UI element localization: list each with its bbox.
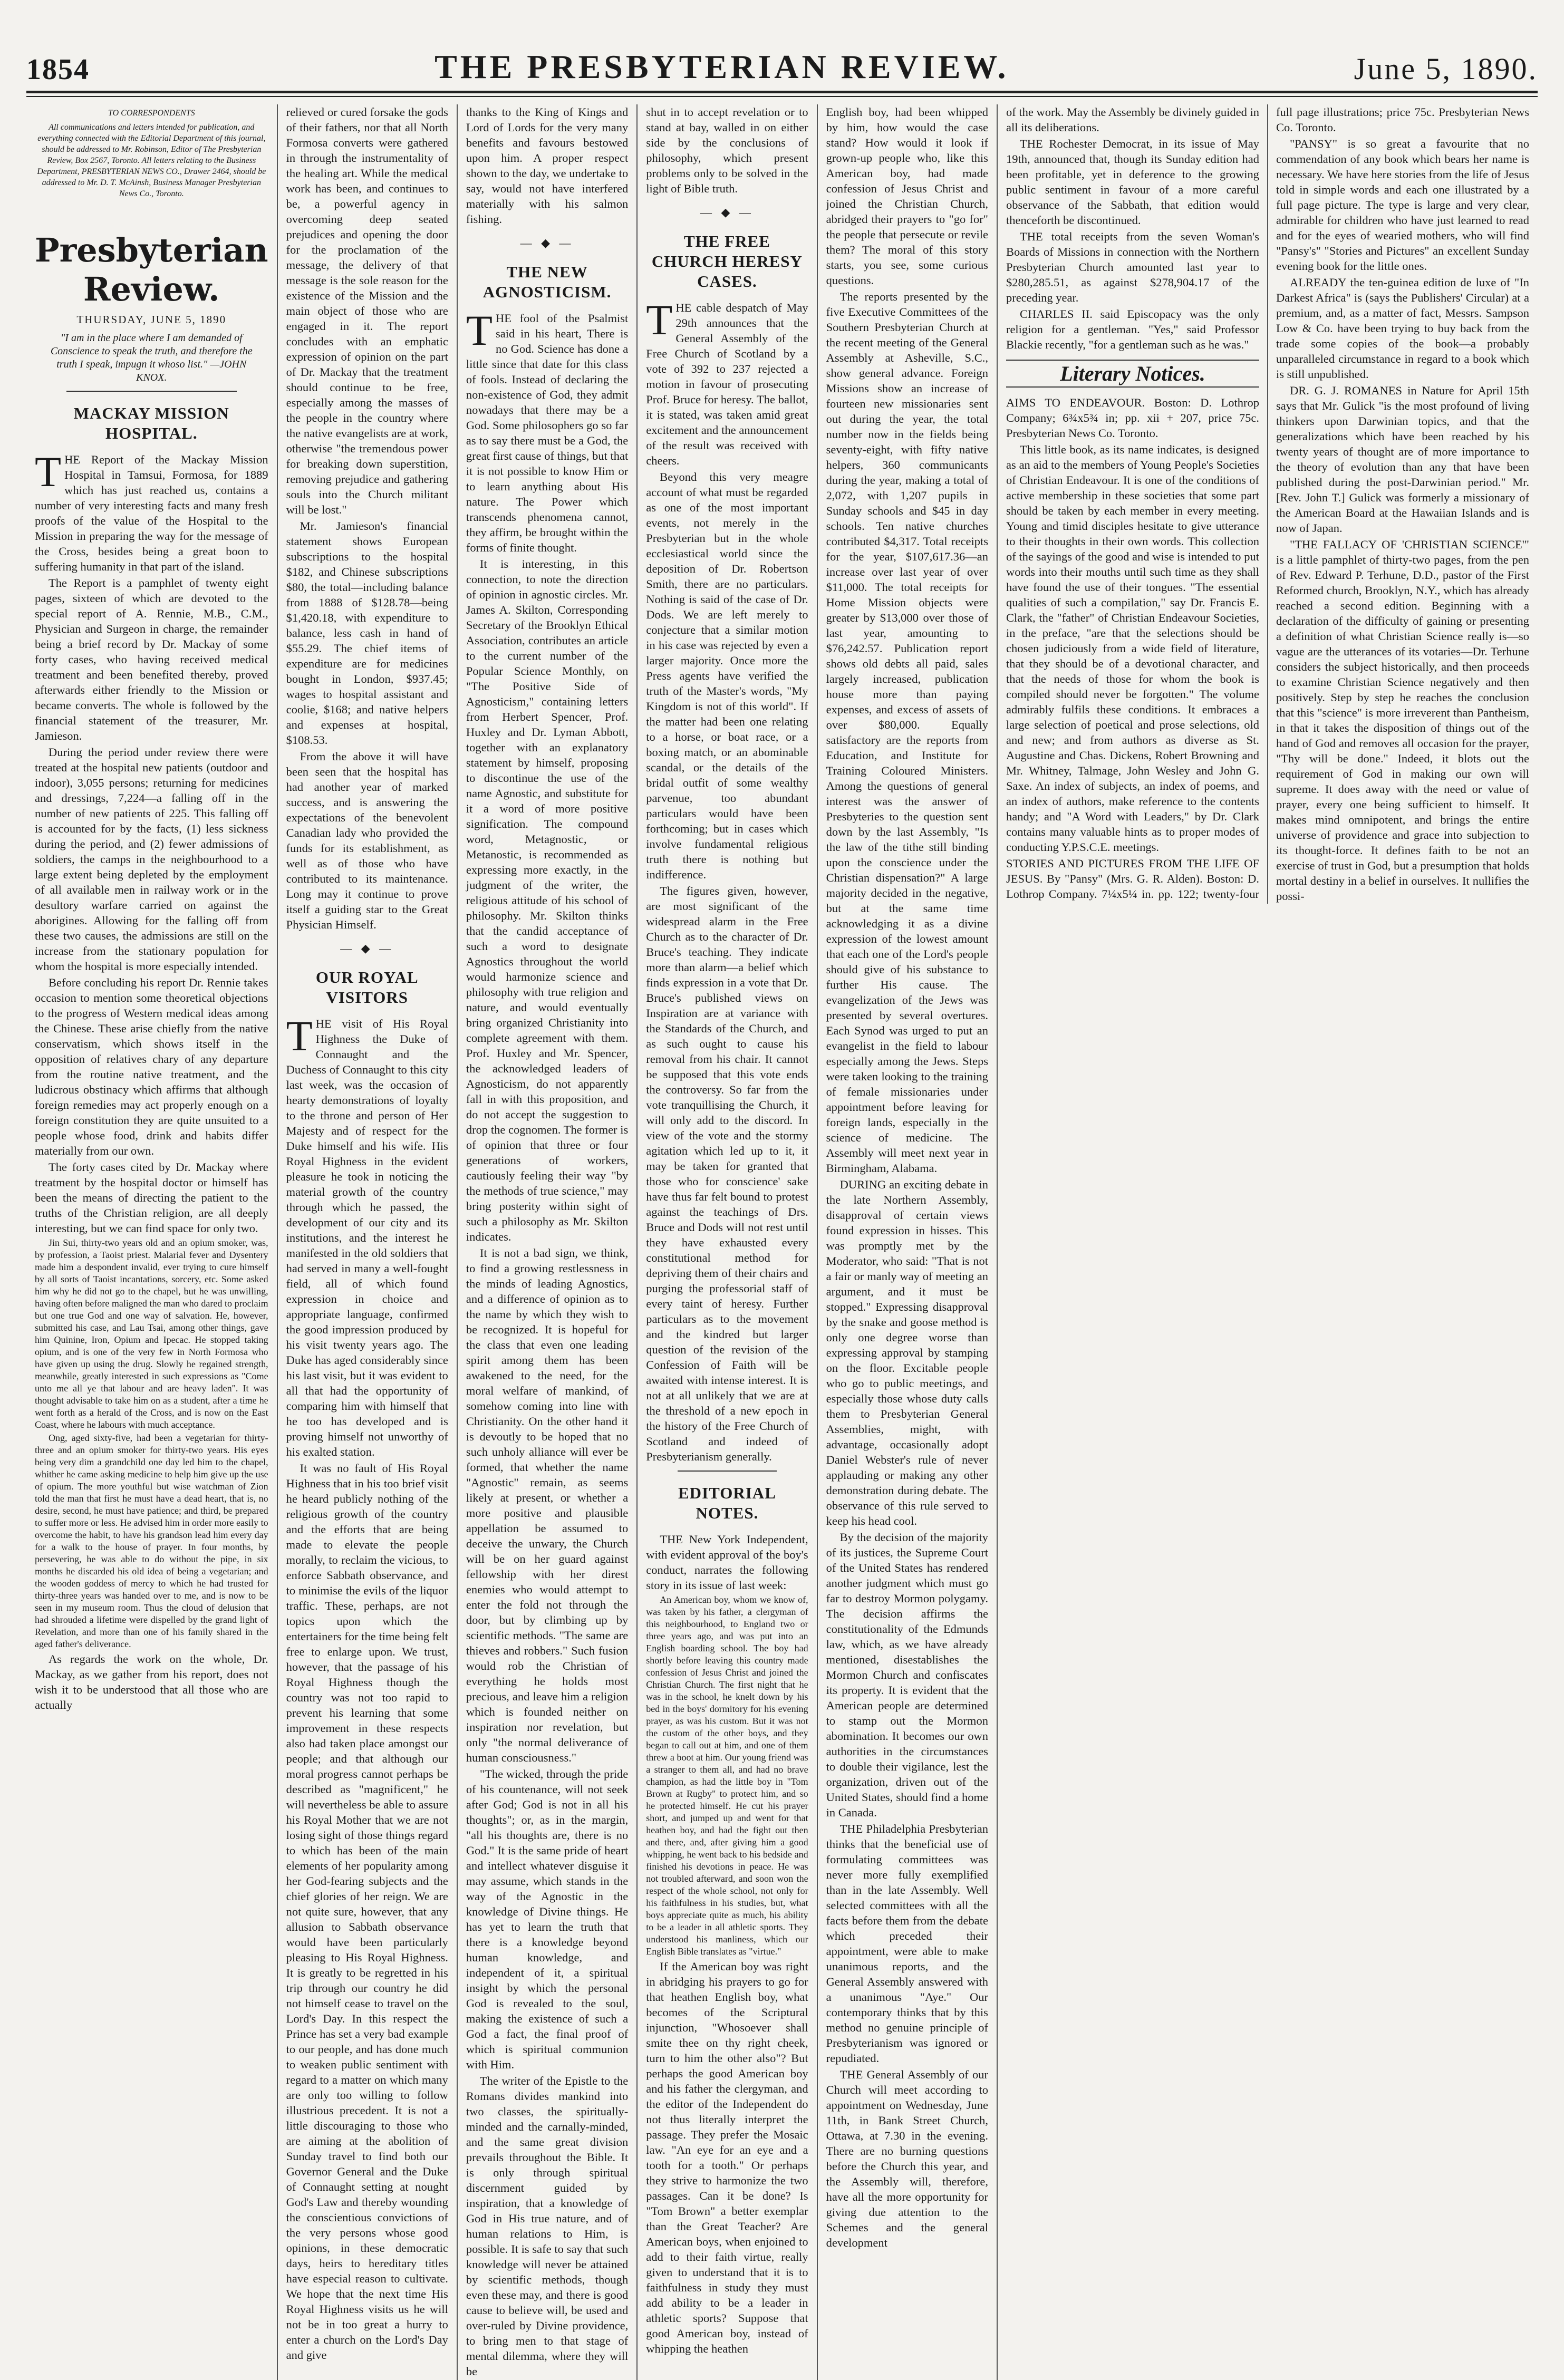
- article-paragraph: The reports presented by the five Executive Committees of the Southern Presbyterian Church at the recent meeting of the General Assembly at Asheville, S.C., show general advance. Foreign Missions show an increase of fourteen new missionaries sent out during the year, the total number now in the fields being seventy-eight, with fifty native helpers, 360 communicants during the year, making a total of 2,072, with 1,207 pupils in Sunday schools and $45 in day schools. Ten native churches contributed $4,317. Total receipts for the year, $107,617.36—an increase over last year of over $11,000. The total receipts for Home Mission objects were greater by $13,000 over those of last year, amounting to $76,242.57. Publication report shows old debts all paid, sales largely increased, publication house more than paying expenses, and excess of assets of over $80,000. Equally satisfactory are the reports from Education, and Institute for Training Coloured Ministers. Among the questions of general interest was the answer of Presbyteries to the question sent down by the last Assembly, "Is the law of the tithe still binding upon the conscience under the Christian dispensation?" A large majority decided in the negative, but at the same time acknowledging it as a divine expression of the lowest amount that each one of the Lord's people should give of his substance to further His cause. The evangelization of the Jews was presented by several overtures. Each Synod was urged to put an evangelist in the field to labour especially among the Jews. Steps were taken looking to the training of female missionaries under appointment before leaving for foreign lands, especially in the science of medicine. The Assembly will meet next year in Birmingham, Alabama.: [826, 290, 988, 1175]
- issue-date: June 5, 1890.: [1354, 52, 1538, 86]
- column-4: [638, 104, 817, 2380]
- article-paragraph: Beyond this very meagre account of what must be regarded as one of the most important events, not merely in the Presbyterian but in the whole ecclesiastical world since the deposition of Dr. Robertson Smith, there are no particulars. Nothing is said of the case of Dr. Dods. We are left merely to conjecture that a similar motion in his case was rejected by even a larger majority. Once more the Press agents have verified the truth of the Master's words, "My Kingdom is not of this world". If the matter had been one relating to a horse, or boat race, or a boxing match, or an abominable scandal, or the details of the bridal outfit of some wealthy parvenue, too abundant particulars would have been forthcoming; but in cases which involve fundamental religious truth there is nothing but indifference.: [646, 470, 808, 881]
- article-paragraph: of the work. May the Assembly be divinely guided in all its deliberations.: [1006, 105, 1259, 134]
- article-heading-agnosticism: THE NEW AGNOSTICISM.: [482, 263, 612, 301]
- article-paragraph: If the American boy was right in abridging his prayers to go for that heathen English boy, what becomes of the Scriptural injunction, "Whosoever shall smite thee on thy right cheek, turn to him the other also"? But perhaps the good American boy and his father the clergyman, and the editor of the Independent do not thus literally interpret the passage. They prefer the Mosaic law. "An eye for an eye and a tooth for a tooth." Or perhaps they strive to harmonize the two passages. Can it be done? Is "Tom Brown" a better exemplar than the Great Teacher? Are American boys, when enjoined to add to their faith virtue, really given to understand that it is to faithfulness in study they must add ability to be a leader in athletic sports? Suppose that good American boy, instead of whipping the heathen: [646, 1960, 808, 2355]
- case-paragraph: Jin Sui, thirty-two years old and an opium smoker, was, by profession, a Taoist priest. Malarial fever and Dysentery made him a despondent invalid, ever trying to cure himself by all sorts of Taoist incantations, sorcery, etc. Some asked him why he did not go to the chapel, but he was unwilling, having often before maligned the man who dared to proclaim but one true God and one way of salvation. He, however, submitted his case, and Lau Tsai, among other things, gave him Quinine, Iron, Opium and Ipecac. He stopped taking opium, and is one of the very few in North Formosa who have given up using the drug. Slowly he regained strength, meanwhile, greatly interested in such expressions as "Come unto me all ye that labour and are heavy laden". It was thought advisable to take him on as a student, after a time he went forth as a herald of the Cross, and is now on the East Coast, where he labours with much acceptance.: [35, 1237, 268, 1430]
- column-1: [26, 104, 278, 2380]
- article-paragraph: relieved or cured forsake the gods of their fathers, nor that all North Formosa converts were gathered in through the instrumentality of the healing art. While the medical work has been, and continues to be, a powerful agency in overcoming deep seated prejudices and opening the door for the proclamation of the message, the delivery of that message is the sole reason for the existence of the Mission and the main object of those who are engaged in it. The report concludes with an emphatic expression of opinion on the part of Dr. Mackay that the treatment should continue to be free, especially among the masses of the people in the country where the native evangelists are at work, otherwise "the tremendous power for breaking down superstition, removing prejudice and gathering souls into the Church militant will be lost.": [286, 105, 448, 516]
- article-heading-royal-visitors: OUR ROYAL VISITORS: [315, 968, 419, 1007]
- case-paragraph: Ong, aged sixty-five, had been a vegetarian for thirty-three and an opium smoker for thirty-two years. His eyes being very dim a grandchild one day led him to the chapel, whither he came asking medicine to help him give up the use of opium. The more youthful but wise watchman of Zion told the man that first he must have a dead heart, that is, no desire, second, he must have patience; and third, be prepared to suffer more or less. He advised him in order more easily to overcome the habit, to have his grandson lead him every day for a walk to the house of prayer. In four months, by persevering, he was able to do without the pipe, in six months he discarded his old idea of being a vegetarian; and the wooden goddess of mercy to which he had trusted for thirty-three years was handed over to me, and is now to be seen in my museum room. Thus the cloud of delusion that had shrouded a lifetime were dispelled by the grand light of Revelation, and more than one of his family shared in the aged father's deliverance.: [35, 1433, 268, 1649]
- correspondents-notice-heading: TO CORRESPONDENTS: [108, 109, 195, 118]
- divider: — ◆ —: [700, 206, 754, 219]
- article-paragraph: Mr. Jamieson's financial statement shows European subscriptions to the hospital $182, and Chinese subscriptions $80, the total—including balance from 1888 of $128.78—being $1,420.18, with expenditure to balance, less cash in hand of $55.29. The chief items of expenditure are for medicines bought in London, $937.45; wages to hospital assistant and coolie, $168; and native helpers and expenses at hospital, $108.53.: [286, 519, 448, 747]
- article-paragraph: It was no fault of His Royal Highness that in his too brief visit he heard publicly nothing of the religious growth of the country and the efforts that are being made to elevate the people morally, to reclaim the vicious, to enforce Sabbath observance, and to minimise the evils of the liquor traffic. These, perhaps, are not topics upon which the entertainers for the time being felt free to enlarge upon. We trust, however, that the passage of his Royal Highness though the country was not too rapid to prevent his learning that some improvement in these respects also had taken place amongst our people; and that although our moral progress cannot perhaps be described as "magnificent," he will nevertheless be able to assure his Royal Mother that we are not losing sight of those things regard to which has been of the main elements of her popularity among her God-fearing subjects and the chief glories of her reign. We are not quite sure, however, that any allusion to Sabbath observance would have been particularly pleasing to His Royal Highness. It is greatly to be regretted in his trip through our country he did not himself cease to travel on the Lord's Day. In this respect the Prince has set a very bad example to our people, and has done much to weaken public sentiment with regard to a matter on which many are only too willing to follow illustrious precedent. It is not a little discouraging to those who are aiming at the abolition of Sunday travel to find both our Governor General and the Duke of Connaught setting at nought God's Law and thereby wounding the conscientious convictions of the very persons whose good opinions, in these democratic days, heirs to hereditary titles have especial reason to cultivate. We hope that the next time His Royal Highness visits us he will not be in too great a hurry to enter a church on the Lord's Day and give: [286, 1462, 448, 2362]
- divider: — ◆ —: [520, 236, 574, 249]
- article-paragraph: ALREADY the ten-guinea edition de luxe of "In Darkest Africa" is (says the Publishers' Circular) at a premium, and, as a matter of fact, Messrs. Sampson Low & Co. have been trying to buy back from the trade some copies of the book—a probably unparalleled circumstance in regard to a book which is still unpublished.: [1276, 276, 1529, 381]
- article-paragraph: From the above it will have been seen that the hospital has had another year of marked success, and is answering the expectations of the benevolent Canadian lady who provided the funds for its establishment, as well as of those who have contributed to its maintenance. Long may it continue to prove itself a guiding star to the Great Physician Himself.: [286, 750, 448, 931]
- column-6-flow: [1006, 104, 1529, 904]
- article-paragraph: thanks to the King of Kings and Lord of Lords for the very many benefits and favours bestowed upon him. A proper respect shown to the day, we undertake to say, would not have interfered materially with his salmon fishing.: [466, 105, 629, 226]
- journal-title: THE PRESBYTERIAN REVIEW.: [435, 48, 1009, 85]
- article-heading-free-church: THE FREE CHURCH HERESY CASES.: [651, 232, 803, 291]
- literary-notices-heading: Literary Notices.: [1006, 360, 1259, 388]
- article-paragraph: The Report is a pamphlet of twenty eight pages, sixteen of which are devoted to the special report of A. Rennie, M.B., C.M., Physician and Surgeon in charge, the remainder being a brief record by Dr. Mackay of some forty cases, who having received medical treatment and been benefited thereby, proved afterwards either friendly to the Mission or became converts. The whole is followed by the financial statement of the treasurer, Mr. Jamieson.: [35, 576, 268, 742]
- article-paragraph: The writer of the Epistle to the Romans divides mankind into two classes, the spiritually-minded and the carnally-minded, and the same great division prevails throughout the Bible. It is only through spiritual discernment guided by inspiration, that a knowledge of God in His true nature, and of human relations to Him, is possible. It is safe to say that such knowledge will never be attained by scientific methods, though even these may, and there is good cause to believe will, be used and over-ruled by Divine providence, to bring men to that stage of mental dilemma, where they will be: [466, 2074, 629, 2378]
- article-paragraph: THE New York Independent, with evident approval of the boy's conduct, narrates the following story in its issue of last week:: [646, 1533, 808, 1592]
- column-3: [458, 104, 638, 2380]
- article-paragraph: "PANSY" is so great a favourite that no commendation of any book which bears her name is necessary. We have here stories from the life of Jesus told in simple words and each one illustrated by a full page picture. The type is large and very clear, admirable for children who have just learned to read and for the eyes of wearied mothers, who will find "Pansy's" "Stories and Pictures" an excellent Sunday evening book for the little ones.: [1276, 137, 1529, 273]
- editorial-dateline: THURSDAY, JUNE 5, 1890: [76, 313, 227, 326]
- column-2: [278, 104, 458, 2380]
- article-paragraph: DR. G. J. ROMANES in Nature for April 15th says that Mr. Gulick "is the most profound of living thinkers upon Darwinian topics, and that the generalizations which have been reached by his twenty years of thought are of more importance to the theory of evolution than any that have been published during the post-Darwinian period." Mr. [Rev. John T.] Gulick was formerly a missionary of the American Board at the Hawaiian Islands and is now of Japan.: [1276, 384, 1529, 535]
- article-paragraph: This little book, as its name indicates, is designed as an aid to the members of Young People's Societies of Christian Endeavour. It is one of the conditions of active membership in these societies that some part should be taken by each member in every meeting. Young and timid disciples hesitate to give utterance to their thoughts in their own words. This collection of the sayings of the good and wise is intended to put words into their mouths until such time as they shall have found the use of their tongues. "The essential qualities of such a compilation," say Dr. Francis E. Clark, the "father" of Christian Endeavour Societies, in the preface, "are that the selections should be chosen judiciously from a wide field of literature, that they should be of a devotional character, and that the needs of those for whom the book is compiled should never be forgotten." The volume admirably fulfils these conditions. It embraces a large selection of poetical and prose selections, old and new; and from authors as diverse as St. Augustine and Chas. Dickens, Robert Browning and Mr. Whitney, Talmage, John Wesley and John G. Saxe. An index of subjects, an index of poems, and an index of authors, make reference to the contents handy; and "A Word with Leaders," by Dr. Clark contains many valuable hints as to proper modes of conducting Y.P.S.C.E. meetings.: [1006, 443, 1259, 854]
- article-paragraph: THE Philadelphia Presbyterian thinks that the beneficial use of formulating committees was never more fully exemplified than in the late Assembly. Well selected committees with all the facts before them from the debate which preceded their appointment, were able to make unanimous reports, and the General Assembly answered with a unanimous "Aye." Our contemporary thinks that by this method no genuine principle of Presbyterianism was ignored or repudiated.: [826, 1822, 988, 2065]
- correspondents-notice: All communications and letters intended for publication, and everything connected with the Editorial Department of this journal, should be addressed to Mr. Robinson, Editor of The Presbyterian Review, Box 2567, Toronto. All letters relating to the Business Department, PRESBYTERIAN NEWS CO., Drawer 2464, should be addressed to Mr. D. T. McAinsh, Business Manager Presbyterian News Co., Toronto.: [37, 123, 266, 198]
- article-paragraph: It is interesting, in this connection, to note the direction of opinion in agnostic circles. Mr. James A. Skilton, Corresponding Secretary of the Brooklyn Ethical Association, contributes an article to the current number of the Popular Science Monthly, on "The Positive Side of Agnosticism," containing letters from Herbert Spencer, Prof. Huxley and Dr. Lyman Abbott, together with an explanatory statement by himself, proposing to discontinue the use of the name Agnostic, and substitute for it a word of more positive signification. The compound word, Metagnostic, or Metanostic, is recommended as expressing more exactly, in the judgment of the writer, the religious attitude of his school of philosophy. Mr. Skilton thinks that the candid acceptance of such a word to designate Agnostics throughout the world would harmonize science and philosophy with true religion and nature, and would eventually bring organized Christianity into complete agreement with them. Prof. Huxley and Mr. Spencer, the acknowledged leaders of Agnosticism, do not apparently fall in with this proposition, and do not accept the suggestion to drop the cognomen. The former is of opinion that three or four generations of workers, cautiously feeling their way "by the methods of true science," may bring posterity within sight of such a philosophy as Mr. Skilton indicates.: [466, 557, 629, 1243]
- quoted-story: An American boy, whom we know of, was taken by his father, a clergyman of this neighbourhood, to England two or three years ago, and was put into an English boarding school. The boy had shortly before leaving this country made confession of Jesus Christ and joined the Christian Church. The first night that he was in the school, he knelt down by his bed in the boys' dormitory for his evening prayer, as was his custom. But it was not the custom of the other boys, and they began to call out at him, and one of them threw a boot at him. Our young friend was a stranger to them all, and had no brave champion, as had the little boy in "Tom Brown at Rugby" to protect him, and so he protected himself. He cut his prayer short, and jumped up and went for that heathen boy, and had the fight out then and there, and, after giving him a good whipping, he went back to his bedside and finished his devotions in peace. He was not troubled afterward, and soon won the respect of the whole school, not only for his faithfulness in his studies, but, what boys appreciate quite as much, his ability to be a leader in all athletic sports. They understood his manliness, which our English Bible translates as "virtue.": [646, 1594, 808, 1957]
- column-6: [998, 104, 1538, 2380]
- book-notice: AIMS TO ENDEAVOUR. Boston: D. Lothrop Company; 6¾x5¾ in; pp. xii + 207, price 75c. Presbyterian News Co. Toronto.: [1006, 396, 1259, 440]
- divider: — ◆ —: [340, 942, 394, 955]
- article-paragraph: Before concluding his report Dr. Rennie takes occasion to mention some theoretical objections to the progress of Western medical ideas among the Chinese. These arise chiefly from the native conservatism, which shows itself in the opposition of relatives chary of any departure from the routine native treatment, and the ludicrous obstinacy which affirms that although foreign remedies may act properly enough on a foreign constitution they are quite unsuited to a people whose food, drink and habits differ materially from our own.: [35, 976, 268, 1157]
- divider: [678, 1470, 776, 1472]
- article-paragraph: DURING an exciting debate in the late Northern Assembly, disapproval of certain views found expression in hisses. This was promptly met by the Moderator, who said: "That is not a fair or manly way of meeting an argument, and it must be stopped." Expressing disapproval by the snake and goose method is only one degree worse than expressing approval by stamping on the floor. Excitable people who go to public meetings, and especially those whose duty calls them to Presbyterian General Assemblies, might, with advantage, occasionally adopt Daniel Webster's rule of never applauding or making any other demonstration during debate. The observance of this rule served to keep his head cool.: [826, 1178, 988, 1527]
- article-columns: [26, 104, 1538, 2378]
- column-5: [818, 104, 998, 2380]
- article-paragraph: The forty cases cited by Dr. Mackay where treatment by the hospital doctor or himself has been the means of directing the patient to the truths of the Christian religion, are all deeply interesting, but we can find space for only two.: [35, 1160, 268, 1235]
- article-paragraph: English boy, had been whipped by him, how would the case stand? How would it look if grown-up people who, like this American boy, had made confession of Jesus Christ and joined the Christian Church, abridged their prayers to "go for" the people that persecute or revile them? The moral of this story starts, you see, some curious questions.: [826, 105, 988, 287]
- article-heading-editorial-notes: EDITORIAL NOTES.: [678, 1484, 776, 1522]
- nameplate: Presbyterian Review.: [35, 231, 268, 308]
- article-paragraph: "The wicked, through the pride of his countenance, will not seek after God; God is not in all his thoughts"; or, as in the margin, "all his thoughts are, there is no God." It is the same pride of heart and intellect whatever disguise it may assume, which stands in the way of the Agnostic in the knowledge of Divine things. He has yet to learn the truth that there is a knowledge beyond human knowledge, and independent of it, a spiritual insight by which the personal God is revealed to the soul, making the existence of such a God a fact, the final proof of which is spiritual communion with Him.: [466, 1767, 629, 2071]
- article-paragraph: It is not a bad sign, we think, to find a growing restlessness in the minds of leading Agnostics, and a difference of opinion as to the name by which they wish to be recognized. It is hopeful for the class that even one leading spirit among them has been awakened to the need, for the moral welfare of mankind, of somehow coming into line with Christianity. On the other hand it is devoutly to be hoped that no such unholy alliance will ever be formed, that whether the name "Agnostic" remain, as seems likely at present, or whether a more positive and plausible appellation be assumed to deceive the unwary, the Church will be on her guard against fellowship with her direst enemies who would attempt to enter the fold not through the door, but by climbing up by scientific methods. "The same are thieves and robbers." Such fusion would rob the Christian of everything he holds most precious, and leave him a religion which is founded neither on inspiration nor revelation, but only "the normal deliverance of human consciousness.": [466, 1246, 629, 1764]
- page-number: 1854: [26, 53, 90, 86]
- article-paragraph: THE Report of the Mackay Mission Hospital in Tamsui, Formosa, for 1889 which has just reached us, contains a number of very interesting facts and many fresh proofs of the value of the Hospital to the Mission in preparing the way for the message of the Cross, besides being a great boon to suffering humanity in that part of the island.: [35, 448, 268, 573]
- masthead-rule-thin: [26, 96, 1538, 97]
- masthead: [26, 23, 1538, 86]
- article-paragraph: As regards the work on the whole, Dr. Mackay, as we gather from his report, does not wish it to be understood that all those who are actually: [35, 1652, 268, 1711]
- article-paragraph: THE visit of His Royal Highness the Duke of Connaught and the Duchess of Connaught to this city last week, was the occasion of hearty demonstrations of loyalty to the throne and person of Her Majesty and of respect for the Duke himself and his wife. His Royal Highness in the evident pleasure he took in noticing the material growth of the country through which he passed, the development of our city and its institutions, and the interest he manifested in the old soldiers that had served in many a well-fought field, all of which found expression in choice and appropriate language, confirmed the good impression produced by his visit twenty years ago. The Duke has aged considerably since his last visit, but it was evident to all that had the opportunity of comparing him with himself that he too has developed and is proving himself not unworthy of his exalted station.: [286, 1012, 448, 1458]
- article-paragraph: The figures given, however, are most significant of the widespread alarm in the Free Church as to the character of Dr. Bruce's teaching. They indicate more than alarm—a belief which finds expression in a vote that Dr. Bruce's published views on Inspiration are at variance with the Standards of the Church, and as such ought to cause his removal from his chair. It cannot be supposed that this vote ends the controversy. So far from the vote tranquillising the Church, it will only add to the discord. In view of the vote and the stormy agitation which led up to it, it may be taken for granted that those who for conscience' sake have thus far felt bound to protest against the teachings of Drs. Bruce and Dods will not rest until they have exhausted every constitutional method for depriving them of their chairs and purging the professorial staff of every taint of heresy. Further particulars as to the movement and the kindred but larger question of the revision of the Confession of Faith will be awaited with intense interest. It is not at all unlikely that we are at the threshold of a new epoch in the history of the Free Church of Scotland and indeed of Presbyterianism generally.: [646, 884, 808, 1463]
- article-heading-mackay: MACKAY MISSION HOSPITAL.: [73, 404, 229, 442]
- article-paragraph: "THE FALLACY OF 'CHRISTIAN SCIENCE'" is a little pamphlet of thirty-two pages, from the pen of Rev. Edward P. Terhune, D.D., pastor of the First Reformed church, Brooklyn, N.Y., which has already reached a second edition. Beginning with a declaration of the difficulty of gaining or presenting a definition of what Christian Science really is—so vague are the utterances of its votaries—Dr. Terhune considers the subject historically, and then proceeds to examine Christian Science negatively and then positively. Step by step he reaches the conclusion that this "science" is more irreverent than Pantheism, in that it takes the disposition of things out of the hand of God and removes all occasion for the prayer, "Thy will be done." Indeed, it blots out the requirement of God in making our own will supreme. It does away with the need or value of prayer, every one being sufficient to himself. It makes mind omnipotent, and brings the entire universe of providence and grace into subjection to its thought-force. It defines faith to be not an exercise of trust in God, but a presumption that holds mortal destiny in a belief in ourselves. It nullifies the possi-: [1276, 538, 1529, 903]
- book-notice: STORIES AND PICTURES FROM THE LIFE OF JESUS. By "Pansy" (Mrs. G. R. Alden). Boston: D. Lothrop Company. 7¼x5¼ in. pp. 122; twenty-four full page illustrations; price 75c. Presbyterian News Co. Toronto.: [1006, 105, 1529, 901]
- article-paragraph: CHARLES II. said Episcopacy was the only religion for a gentleman. "Yes," said Professor Blackie recently, "for a gentleman such as he was.": [1006, 307, 1259, 351]
- article-paragraph: THE total receipts from the seven Woman's Boards of Missions in connection with the Northern Presbyterian Church amounted last year to $280,285.51, as against $278,904.17 of the preceding year.: [1006, 230, 1259, 304]
- masthead-rule: [26, 91, 1538, 93]
- article-paragraph: THE fool of the Psalmist said in his heart, There is no God. Science has done a little since that date for this class of fools. Instead of declaring the non-existence of God, they admit nowadays that there may be a God. Some philosophers go so far as to say there must be a God, the great first cause of things, but that it is not possible to know Him or to learn anything about His nature. The Power which transcends phenomena cannot, they affirm, be brought within the forms of finite thought.: [466, 306, 629, 554]
- article-paragraph: By the decision of the majority of its justices, the Supreme Court of the United States has rendered another judgment which must go far to destroy Mormon polygamy. The decision affirms the constitutionality of the Edmunds law, which, as we have already mentioned, disestablishes the Mormon Church and confiscates its property. It is evident that the American people are determined to stamp out the Mormon abomination. It becomes our own authorities in the circumstances to double their vigilance, lest the organization, driven out of the United States, should find a home in Canada.: [826, 1531, 988, 1819]
- article-paragraph: shut in to accept revelation or to stand at bay, walled in on either side by the conclusions of philosophy, which present problems only to be solved in the light of Bible truth.: [646, 105, 808, 195]
- knox-motto: "I am in the place where I am demanded of Conscience to speak the truth, and therefore the truth I speak, impugn it whoso list." —JOHN KNOX.: [50, 332, 253, 383]
- article-paragraph: THE cable despatch of May 29th announces that the General Assembly of the Free Church of Scotland by a vote of 392 to 237 rejected a motion in favour of prosecuting Prof. Bruce for heresy. The ballot, it is stated, was taken amid great excitement and the announcement of the result was received with cheers.: [646, 296, 808, 467]
- article-paragraph: THE General Assembly of our Church will meet according to appointment on Wednesday, June 11th, in Bank Street Church, Ottawa, at 7.30 in the evening. There are no burning questions before the Church this year, and the Assembly will, therefore, have all the more opportunity for giving due attention to the Schemes and the general development: [826, 2068, 988, 2249]
- article-paragraph: During the period under review there were treated at the hospital new patients (outdoor and indoor), 3,055 persons; returning for medicines and dressings, 7,224—a falling off in the number of new patients of 225. This falling off is accounted for by the facts, (1) less sickness during the period, and (2) fewer admissions of soldiers, the camps in the neighbourhood to a large extent being depleted by the employment of all available men in railway work or in the desultory warfare carried on against the aborigines. Allowing for the falling off from these two causes, the admissions are still on the increase from the stationary population for whom the hospital is more especially intended.: [35, 746, 268, 973]
- article-paragraph: THE Rochester Democrat, in its issue of May 19th, announced that, though its Sunday edition had been profitable, yet in deference to the growing public sentiment in favour of a more careful observance of the Sabbath, that edition would thenceforth be discontinued.: [1006, 137, 1259, 227]
- divider: [66, 391, 237, 392]
